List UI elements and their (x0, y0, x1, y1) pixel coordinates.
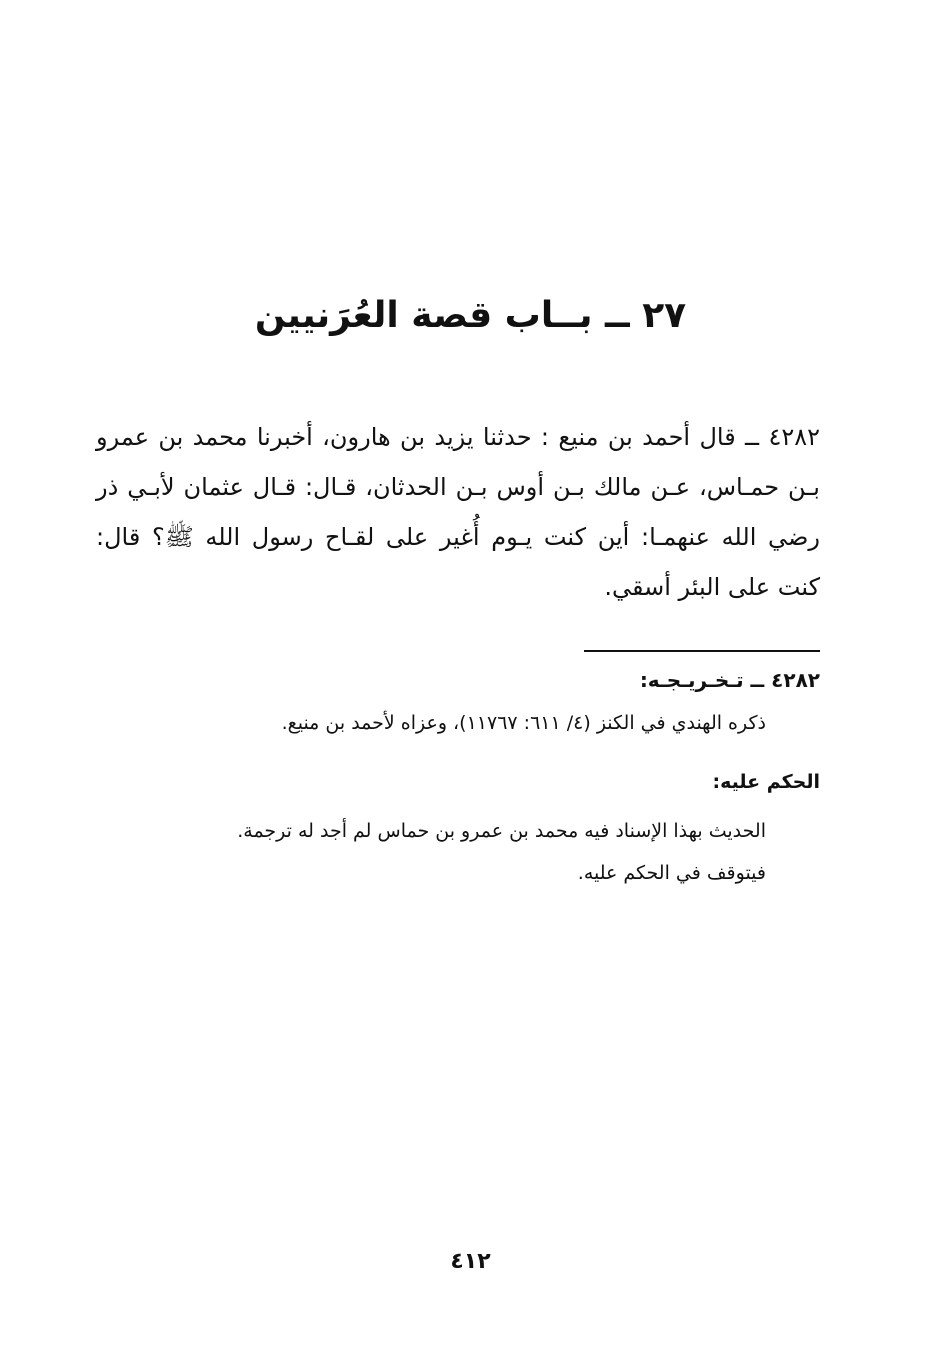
hadith-text: ٤٢٨٢ ــ قال أحمد بن منيع : حدثنا يزيد بن هارون، أخبرنا محمد بن عمرو بـن حمـاس، عـن مالك بـن أوس بـن الحدثان، قـال: قـال عثمان لأبـي ذر رضي الله عنهمـا: أين كنت يـوم أُغير على لقـاح رسول الله ﷺ؟ قال: كنت على البئر أسقي. (96, 423, 820, 601)
takhrij-text: ذكره الهندي في الكنز (٤/ ٦١١: ١١٧٦٧)، وعزاه لأحمد بن منيع. (281, 712, 766, 734)
page-number: ٤١٢ (450, 1249, 491, 1274)
takhrij-heading: ٤٢٨٢ ــ تـخـريـجـه: (639, 668, 820, 692)
hukm-text (120, 810, 766, 894)
hukm-line: الحديث بهذا الإسناد فيه محمد بن عمرو بن حماس لم أجد له ترجمة. (237, 820, 766, 842)
hukm-heading: الحكم عليه: (712, 771, 820, 793)
chapter-title: ٢٧ ــ بــاب قصة العُرَنيين (254, 295, 687, 336)
hukm-line: فيتوقف في الحكم عليه. (577, 862, 766, 884)
footnote-divider (584, 650, 820, 652)
